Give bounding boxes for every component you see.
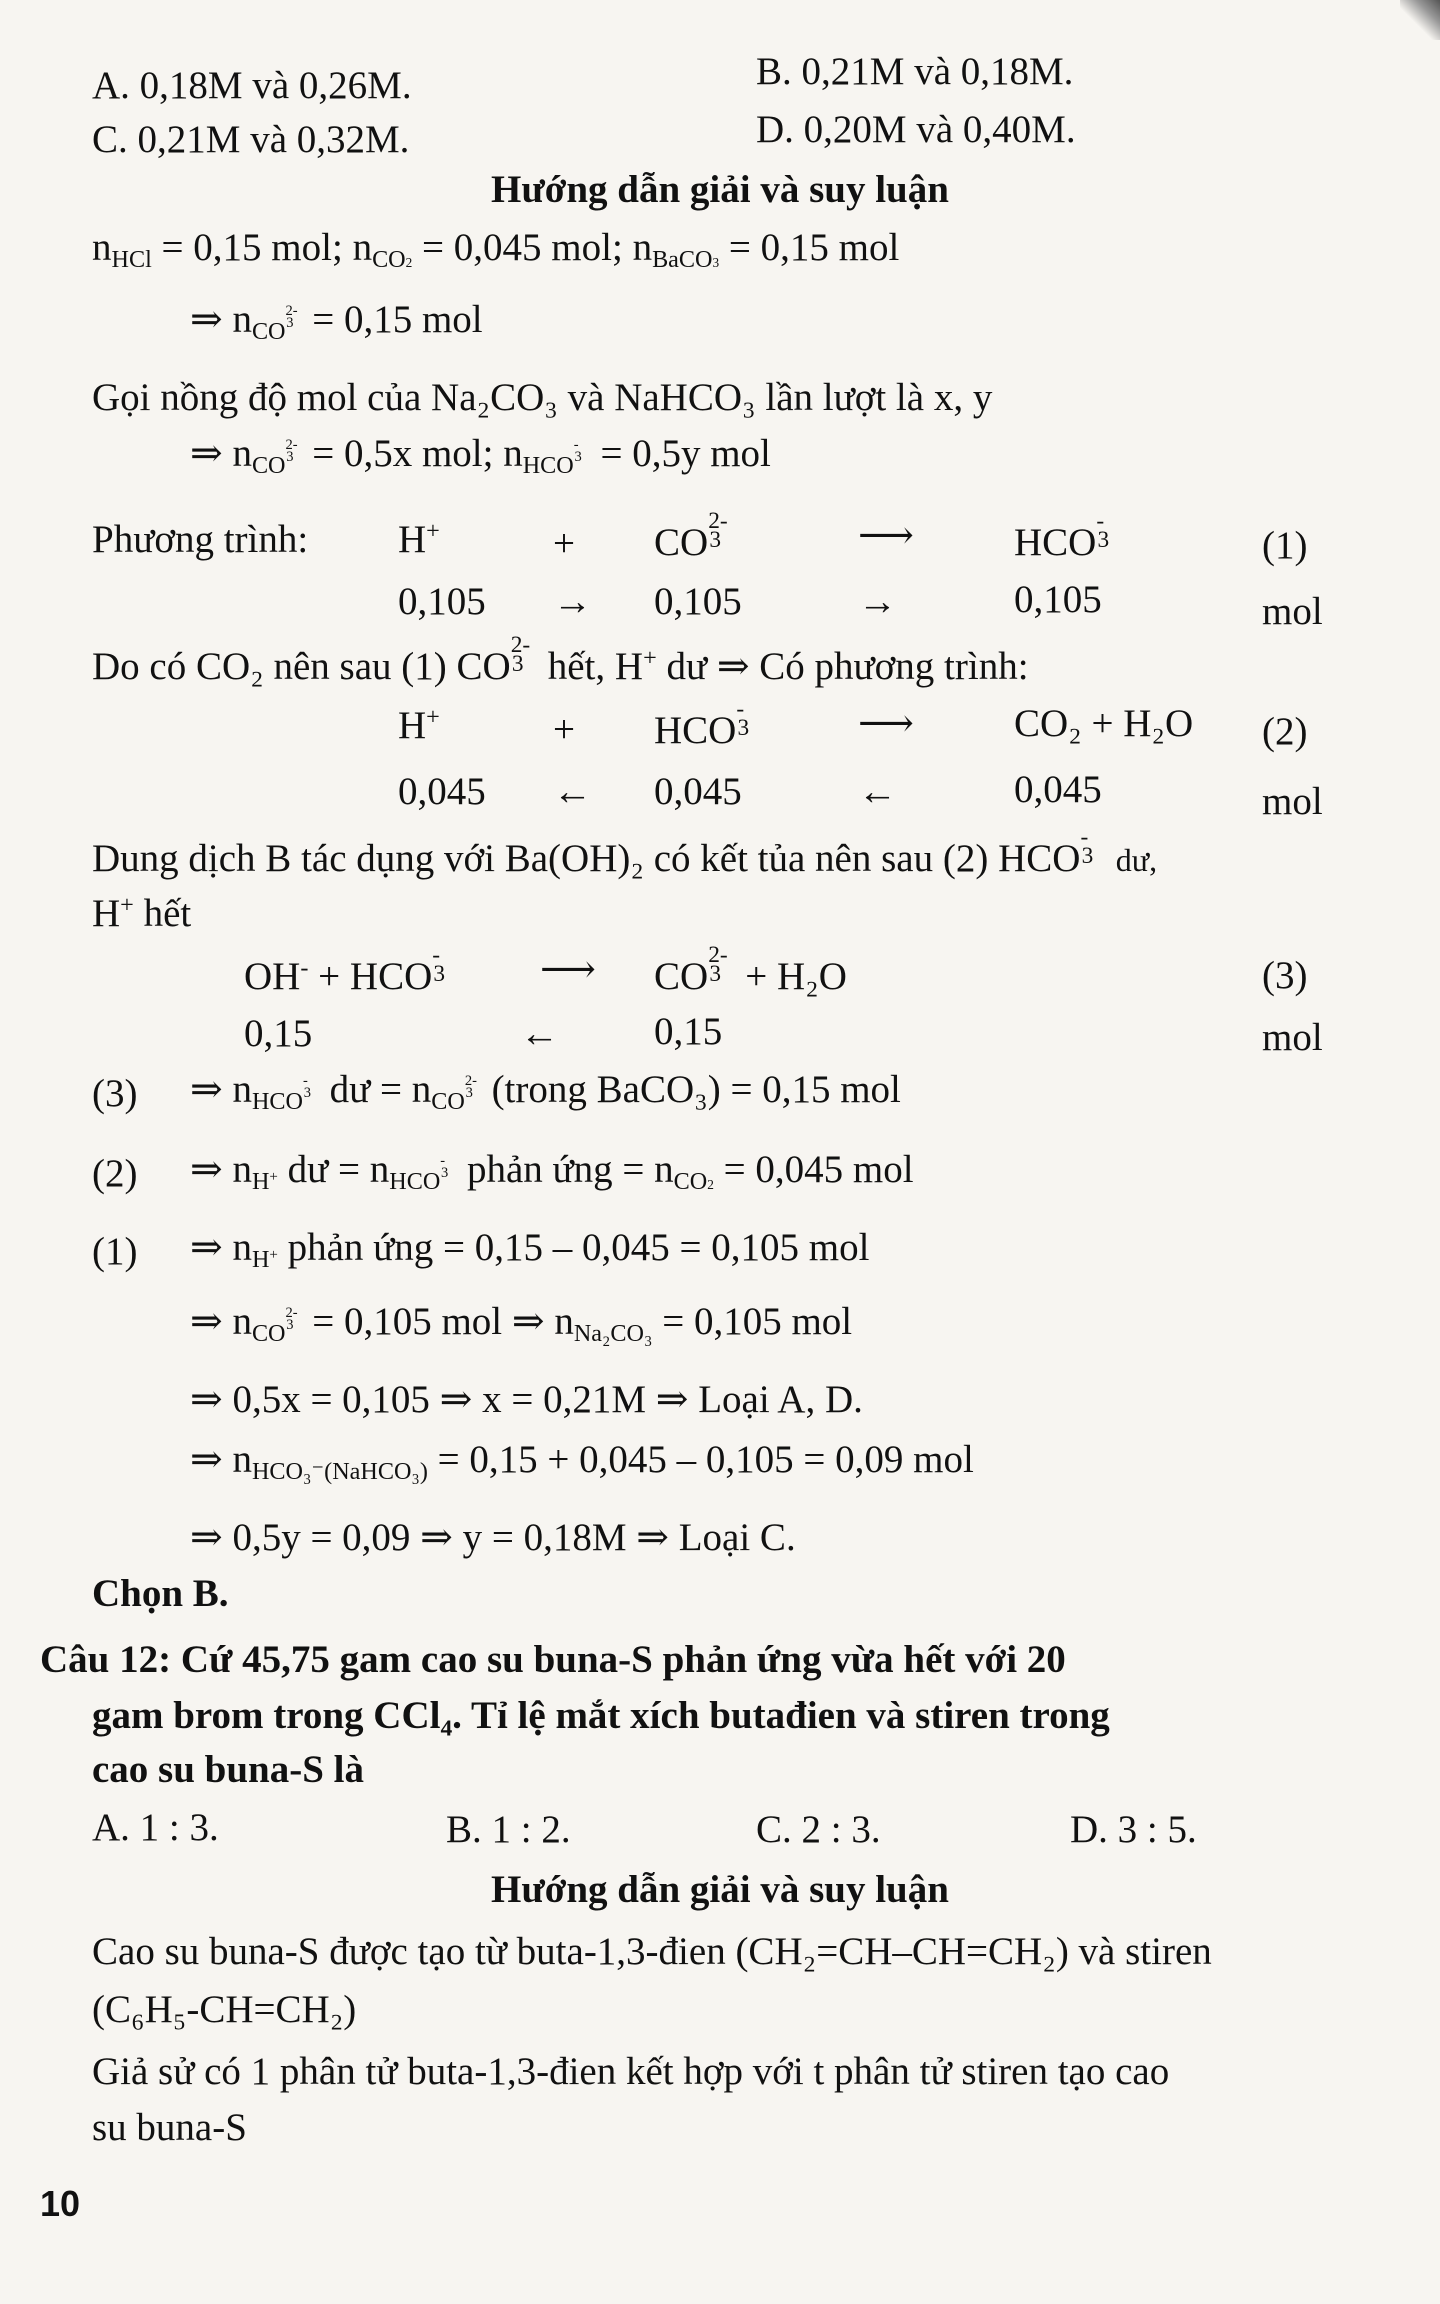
result-3-label: (3) [92,1072,138,1115]
result-1: ⇒ $n_{H^+}$ phản ứng = 0,15 – 0,045 = 0,105 mol [190,1226,870,1273]
q12-option-b: B. 1 : 2. [446,1808,571,1851]
page-number: 10 [40,2183,81,2224]
question-12-line-3: cao su buna-S là [92,1748,365,1791]
q12-solution-heading: Hướng dẫn giải và suy luận [491,1868,949,1911]
result-1-label: (1) [92,1230,138,1273]
q12-para-4: su buna-S [92,2106,247,2149]
line-solution-b: Dung dịch B tác dụng với Ba(OH)₂ có kết tủa nên sau (2) HCO - 3 dư, [92,824,1158,880]
result-2-label: (2) [92,1152,138,1195]
question-12-line-1: Câu 12: Cứ 45,75 gam cao su buna-S phản ứng vừa hết với 20 [40,1638,1066,1681]
eq2-bicarbonate: HCO - 3 [654,696,750,752]
option-a: A. 0,18M và 0,26M. [92,64,412,107]
eq1-arrow-a: → [553,580,592,623]
line-moles-given: $n_{HCl} = 0,15$ mol; $n_{CO2} = 0,045$ mol; $n_{BaCO3} = 0,15$ mol [92,226,900,273]
eq3-mol-co3: 0,15 [654,1010,723,1053]
eq2-arrow-a: ← [553,770,592,813]
q12-option-a: A. 1 : 3. [92,1806,219,1849]
line-ion-moles: ⇒ $n_{CO 2- 3}$ = 0,5x mol; $n_{HCO - 3}$ = 0,5y mol [190,432,771,479]
eq1-mol-unit: mol [1262,590,1323,633]
eq3-arrow: ⟶ [540,948,596,991]
eq2-mol-unit: mol [1262,780,1323,823]
eq1-h-plus: H+ [398,517,440,561]
result-bicarbonate: ⇒ $n_{HCO_3^-(NaHCO_3)} = 0,15 + 0,045 - 0,105 = 0,09$ mol [190,1438,974,1485]
q12-para-2: (C₆H₅-CH=CH₂) [92,1988,357,2031]
result-carbonate: ⇒ $n_{CO 2- 3}$ = 0,105 mol ⇒ $n_{Na_2CO_3} = 0,105$ mol [190,1300,853,1347]
line-co2-reasoning: Do có CO₂ nên sau (1) CO 2- 3 hết, H+ dư ⇒ Có phương trình: [92,632,1029,688]
eq2-arrow: ⟶ [858,702,914,745]
eq1-arrow-b: → [858,580,897,623]
eq1-mol-co3: 0,105 [654,580,742,623]
eq3-mol-oh: 0,15 [244,1012,313,1055]
eq3-reactants: OH- + HCO - 3 [244,942,446,998]
page-corner-shadow [1400,0,1440,40]
option-d: D. 0,20M và 0,40M. [756,108,1076,151]
eq2-arrow-b: ← [858,770,897,813]
equation-label: Phương trình: [92,518,309,561]
eq1-bicarbonate: HCO - 3 [1014,508,1110,564]
solution-heading: Hướng dẫn giải và suy luận [491,168,949,211]
eq3-products: CO 2- 3 + H₂O [654,942,847,998]
eq3-arrow-a: ← [520,1012,559,1055]
question-12-line-2: gam brom trong CCl₄. Tỉ lệ mắt xích butađien và stiren trong [92,1694,1110,1737]
q12-para-1: Cao su buna-S được tạo từ buta-1,3-đien (CH₂=CH–CH=CH₂) và stiren [92,1930,1212,1973]
eq2-h-plus: H+ [398,703,440,747]
eq2-mol-h: 0,045 [398,770,486,813]
line-variables: Gọi nồng độ mol của Na₂CO₃ và NaHCO₃ lần lượt là x, y [92,376,993,419]
q12-option-c: C. 2 : 3. [756,1808,881,1851]
eq1-carbonate: CO 2- 3 [654,508,728,564]
option-c: C. 0,21M và 0,32M. [92,118,410,161]
eq1-mol-hco3: 0,105 [1014,578,1102,621]
result-2: ⇒ $n_{H^+}$ dư = $n_{HCO - 3}$ phản ứng = $n_{CO2} = 0,045$ mol [190,1148,914,1195]
eq1-plus: + [553,522,575,565]
q12-option-d: D. 3 : 5. [1070,1808,1197,1851]
eq2-products: CO₂ + H₂O [1014,702,1194,745]
result-y: ⇒ 0,5y = 0,09 ⇒ y = 0,18M ⇒ Loại C. [190,1516,796,1559]
eq2-plus: + [553,708,575,751]
eq1-arrow: ⟶ [858,514,914,557]
option-b: B. 0,21M và 0,18M. [756,50,1074,93]
answer-choice: Chọn B. [92,1572,229,1615]
eq1-number: (1) [1262,524,1308,567]
line-carbonate-moles: ⇒ $n_{CO 2- 3}$ = 0,15 mol [190,298,483,345]
eq2-mol-co2: 0,045 [1014,768,1102,811]
eq1-mol-h: 0,105 [398,580,486,623]
eq2-number: (2) [1262,710,1308,753]
q12-para-3: Giả sử có 1 phân tử buta-1,3-đien kết hợp với t phân tử stiren tạo cao [92,2050,1170,2093]
result-3: ⇒ $n_{HCO - 3}$ dư = $n_{CO 2- 3}$ (trong BaCO₃) = 0,15 mol [190,1068,901,1115]
result-x: ⇒ 0,5x = 0,105 ⇒ x = 0,21M ⇒ Loại A, D. [190,1378,863,1421]
eq3-number: (3) [1262,954,1308,997]
eq2-mol-hco3: 0,045 [654,770,742,813]
eq3-mol-unit: mol [1262,1016,1323,1059]
line-h-consumed: H+ hết [92,891,192,935]
